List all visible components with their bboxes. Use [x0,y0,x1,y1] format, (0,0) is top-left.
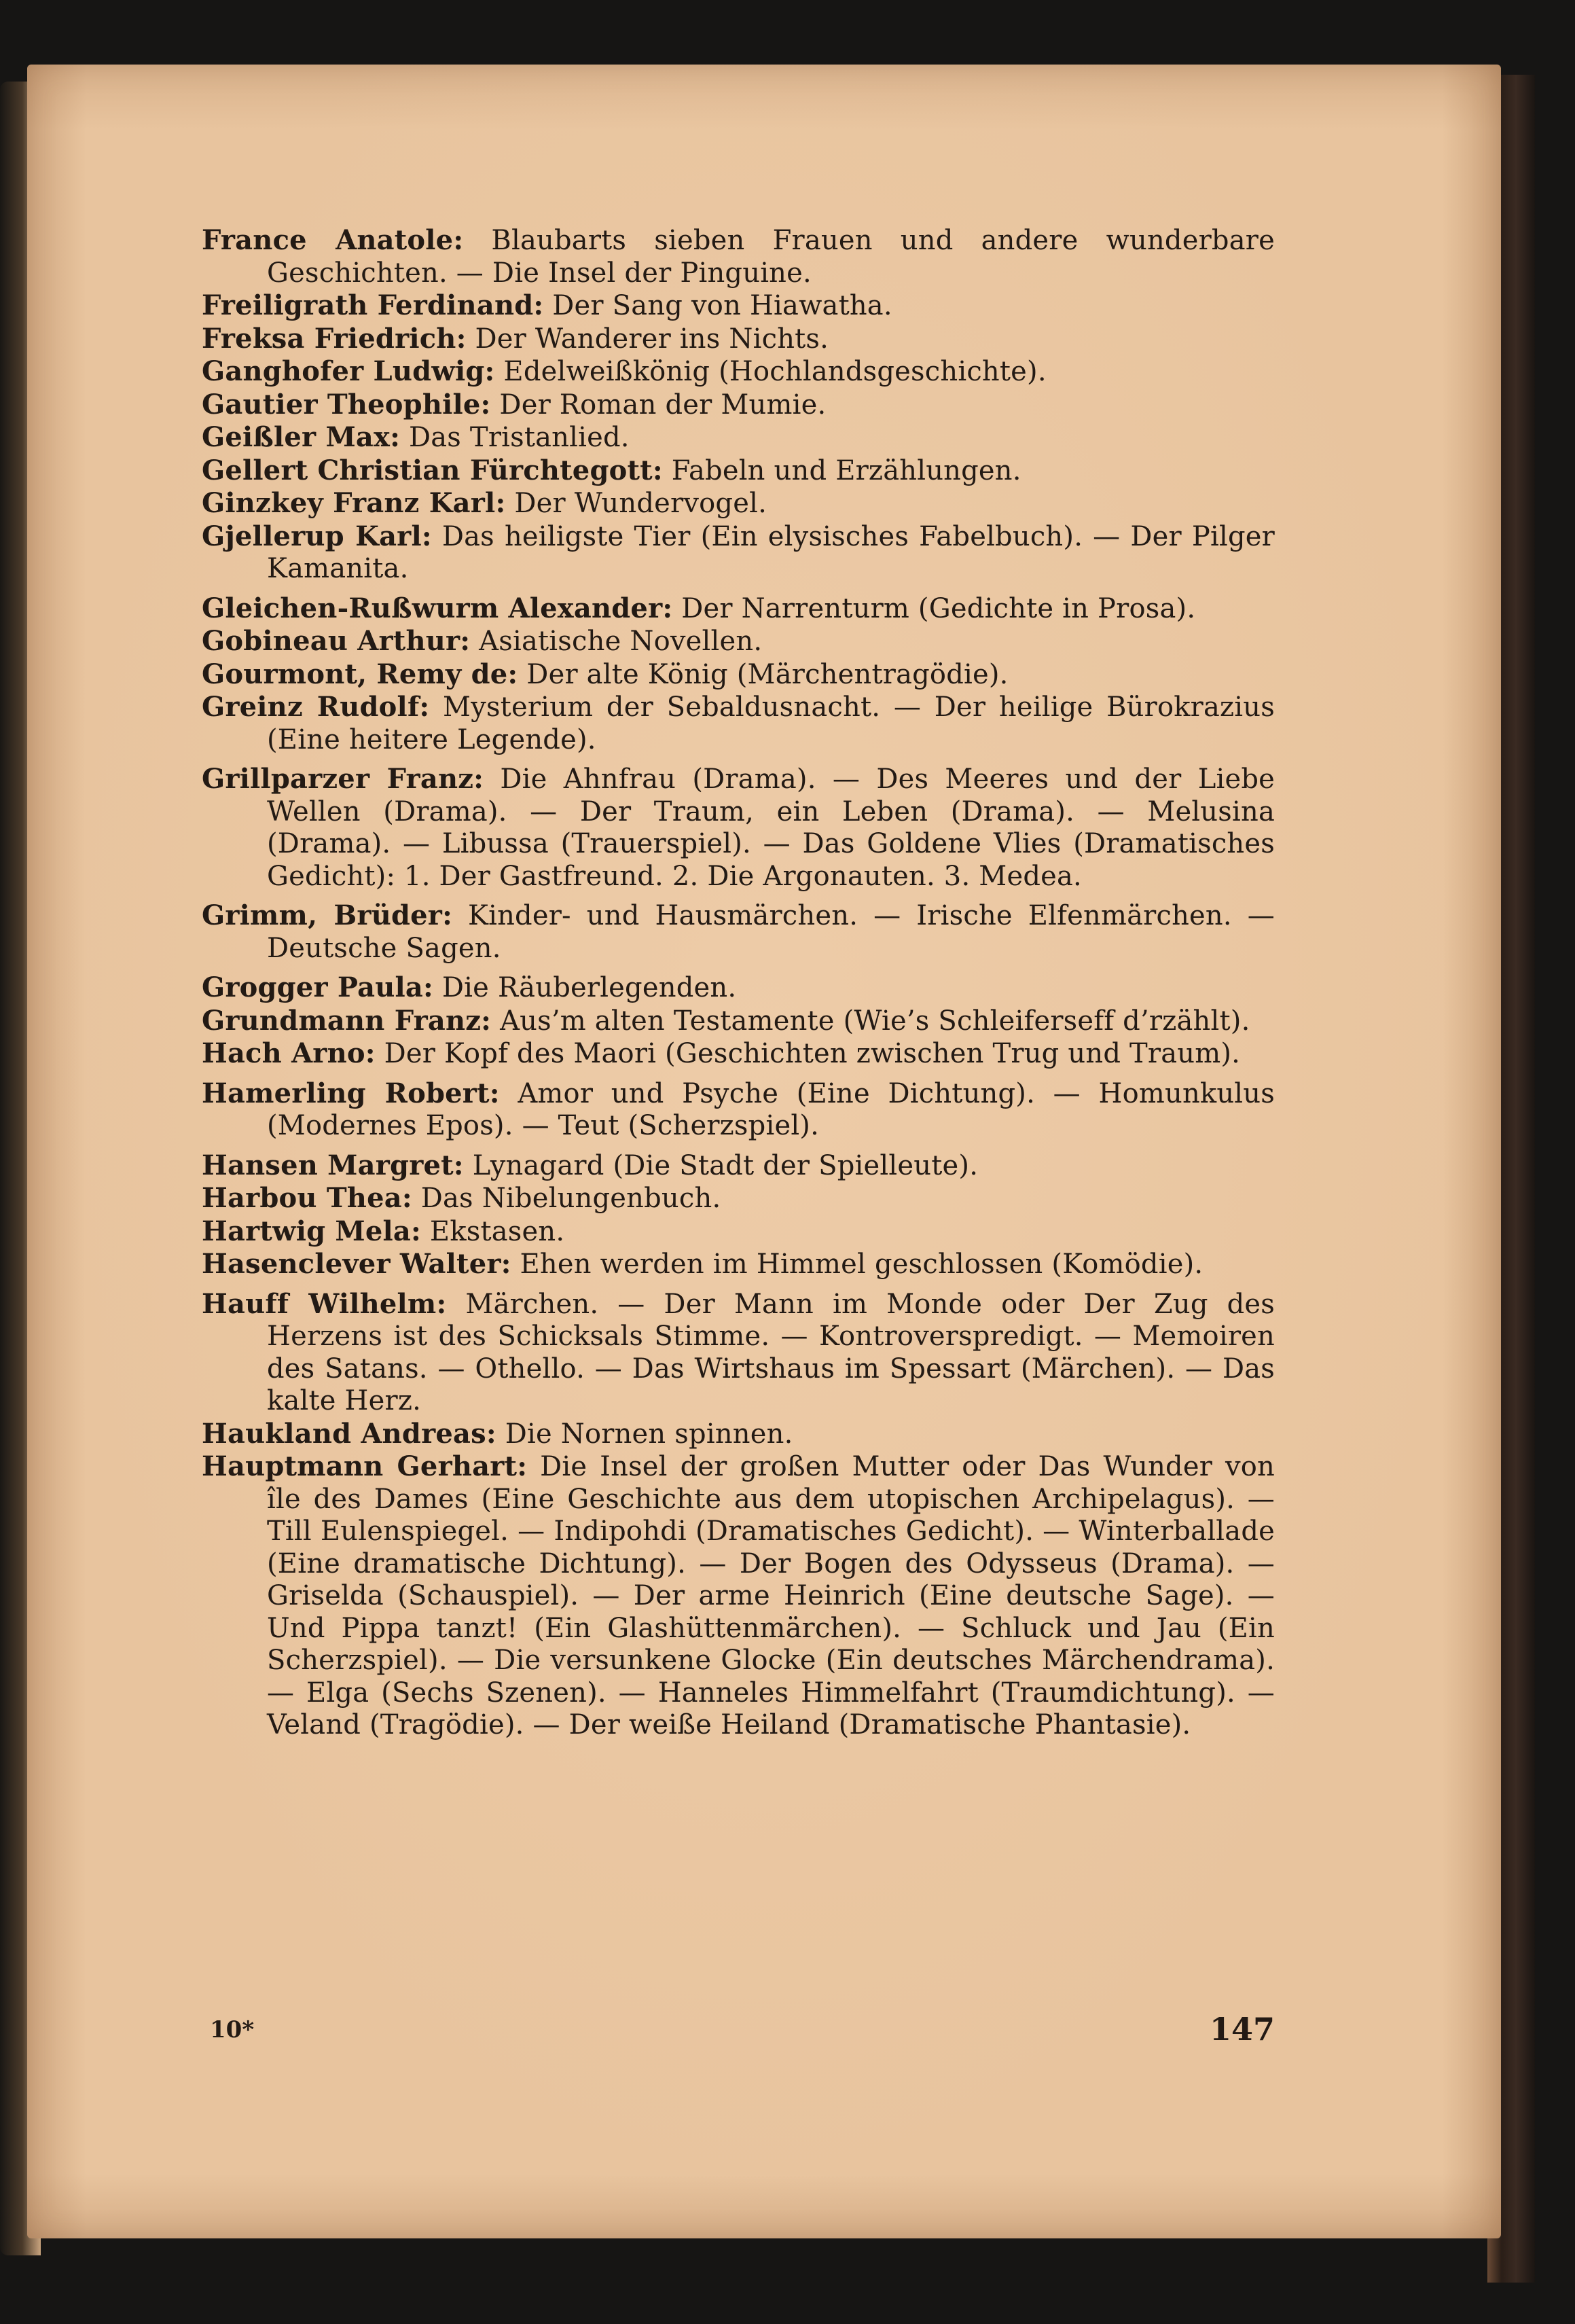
entry-works: Das heiligste Tier (Ein elysisches Fabelbuch). — Der Pilger Kamanita. [267,520,1275,584]
index-entry [202,592,1275,626]
entry-works: Fabeln und Erzählungen. [662,454,1021,486]
index-entry [202,1418,1275,1451]
entry-works: Asiatische Novellen. [470,626,763,657]
index-entry [202,1037,1275,1071]
index-entry [202,224,1275,289]
index-entry [202,289,1275,323]
entry-author: Freiligrath Ferdinand: [202,289,544,321]
page-footer [202,2011,1275,2052]
entry-author: Gobineau Arthur: [202,625,471,657]
index-entry [202,625,1275,658]
entry-works: Amor und Psyche (Eine Dichtung). — Homunkulus (Modernes Epos). — Teut (Scherzspiel). [267,1077,1275,1141]
entry-works: Der Wundervogel. [505,488,767,519]
entry-author: Grillparzer Franz: [202,763,484,795]
index-entry [202,520,1275,586]
index-entry [202,487,1275,520]
index-entry [202,1182,1275,1215]
entry-works: Edelweißkönig (Hochlandsgeschichte). [494,356,1047,387]
entry-author: Ganghofer Ludwig: [202,355,495,387]
entry-works: Die Nornen spinnen. [496,1418,793,1450]
entry-author: Grundmann Franz: [202,1004,492,1037]
entry-author: Ginzkey Franz Karl: [202,487,506,519]
index-entry [202,899,1275,965]
entry-author: Gautier Theophile: [202,388,491,421]
entry-author: Haukland Andreas: [202,1417,496,1450]
entry-author: Gleichen-Rußwurm Alexander: [202,592,673,624]
entry-author: Geißler Max: [202,421,401,453]
entry-author: Gellert Christian Fürchtegott: [202,454,663,486]
entry-works: Das Nibelungenbuch. [412,1183,721,1214]
author-index-list [202,224,1275,1742]
signature-mark: 10* [210,2016,255,2043]
index-entry [202,355,1275,389]
entry-works: Der Wanderer ins Nichts. [466,323,829,355]
entry-author: Harbou Thea: [202,1182,412,1214]
entry-author: Grogger Paula: [202,971,433,1003]
entry-author: Hansen Margret: [202,1149,464,1181]
entry-works: Die Ahnfrau (Drama). — Des Meeres und der Liebe Wellen (Drama). — Der Traum, ein Leben (Drama). — Melusina (Drama). — Libussa (Trauerspiel). — Das Goldene Vlies (Dramatisches Gedicht): 1. Der Gastfreund. 2. Die Argonauten. 3. Medea. [267,764,1275,892]
entry-works: Ekstasen. [421,1215,565,1247]
entry-works: Die Räuberlegenden. [433,972,737,1003]
entry-author: Hauptmann Gerhart: [202,1450,528,1482]
index-entry [202,1248,1275,1281]
entry-works: Kinder- und Hausmärchen. — Irische Elfenmärchen. — Deutsche Sagen. [267,900,1275,964]
entry-author: Hartwig Mela: [202,1215,421,1247]
index-entry [202,454,1275,488]
entry-works: Der Narrenturm (Gedichte in Prosa). [672,592,1196,624]
entry-works: Märchen. — Der Mann im Monde oder Der Zug des Herzens ist des Schicksals Stimme. — Kontroverspredigt. — Memoiren des Satans. — Othello. — Das Wirtshaus im Spessart (Märchen). — Das kalte Herz. [267,1288,1275,1416]
index-entry [202,1215,1275,1249]
entry-works: Der Sang von Hiawatha. [543,290,892,321]
index-entry [202,421,1275,454]
entry-author: Freksa Friedrich: [202,322,467,355]
entry-author: France Anatole: [202,224,464,256]
entry-works: Der Kopf des Maori (Geschichten zwischen Trug und Traum). [375,1038,1241,1069]
entry-author: Greinz Rudolf: [202,691,430,723]
index-entry [202,763,1275,893]
entry-author: Gjellerup Karl: [202,520,432,552]
index-entry [202,323,1275,356]
entry-works: Blaubarts sieben Frauen und andere wunderbare Geschichten. — Die Insel der Pinguine. [267,225,1275,289]
entry-works: Das Tristanlied. [400,422,630,453]
index-entry [202,1005,1275,1038]
index-entry [202,1149,1275,1183]
entry-author: Hauff Wilhelm: [202,1287,447,1320]
page-number: 147 [1209,2011,1275,2048]
entry-works: Aus’m alten Testamente (Wie’s Schleiferseff d’rzählt). [491,1005,1250,1037]
entry-works: Die Insel der großen Mutter oder Das Wunder von île des Dames (Eine Geschichte aus dem utopischen Archipelagus). — Till Eulenspiegel. — Indipohdi (Dramatisches Gedicht). — Winterballade (Eine dramatische Dichtung). — Der Bogen des Odysseus (Drama). — Griselda (Schauspiel). — Der arme Heinrich (Eine deutsche Sage). — Und Pippa tanzt! (Ein Glashüttenmärchen). — Schluck und Jau (Ein Scherzspiel). — Die versunkene Glocke (Ein deutsches Märchendrama). — Elga (Sechs Szenen). — Hanneles Himmelfahrt (Traumdichtung). — Veland (Tragödie). — Der weiße Heiland (Dramatische Phantasie). [267,1451,1275,1740]
entry-author: Hamerling Robert: [202,1077,500,1109]
index-entry [202,691,1275,756]
entry-author: Hasenclever Walter: [202,1248,511,1280]
entry-works: Mysterium der Sebaldusnacht. — Der heilige Bürokrazius (Eine heitere Legende). [267,692,1275,755]
entry-author: Grimm, Brüder: [202,899,453,931]
index-entry [202,1077,1275,1143]
index-entry [202,389,1275,422]
index-entry [202,1450,1275,1742]
entry-author: Hach Arno: [202,1037,376,1069]
index-entry [202,971,1275,1005]
index-entry [202,1288,1275,1418]
entry-works: Der Roman der Mumie. [490,389,827,421]
entry-works: Lynagard (Die Stadt der Spielleute). [463,1149,979,1181]
entry-author: Gourmont, Remy de: [202,658,518,690]
entry-works: Der alte König (Märchentragödie). [518,658,1009,690]
index-entry [202,658,1275,692]
entry-works: Ehen werden im Himmel geschlossen (Komödie). [511,1249,1203,1280]
